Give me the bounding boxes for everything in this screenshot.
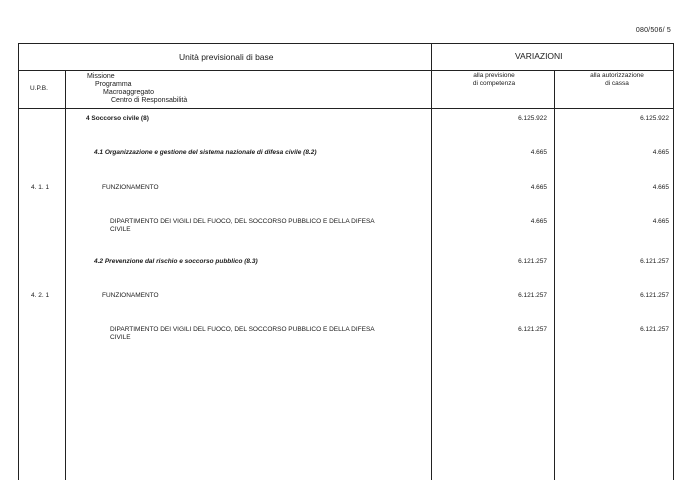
row-dipartimento-1-line2: CIVILE	[110, 226, 131, 233]
page-reference: 080/506/ 5	[635, 27, 671, 34]
header-hier-programma: Programma	[95, 81, 132, 88]
row-funzionamento-2-competenza: 6.121.257	[518, 292, 547, 299]
row-missione-cassa: 6.125.922	[640, 115, 669, 122]
row-upb-421: 4. 2. 1	[31, 292, 50, 299]
header-hier-missione: Missione	[87, 73, 115, 80]
header-competenza-line2: di competenza	[472, 80, 516, 87]
row-dipartimento-2-line1: DIPARTIMENTO DEI VIGILI DEL FUOCO, DEL SOCCORSO PUBBLICO E DELLA DIFESA	[110, 326, 375, 333]
header-cassa-line2: di cassa	[605, 80, 629, 87]
col-divider-variazioni	[431, 44, 432, 480]
row-dipartimento-2-line2: CIVILE	[110, 334, 131, 341]
header-title-variazioni: VARIAZIONI	[515, 51, 563, 61]
row-programma-1-competenza: 4.665	[530, 149, 547, 156]
row-programma-1-cassa: 4.665	[652, 149, 669, 156]
row-dipartimento-1-line1: DIPARTIMENTO DEI VIGILI DEL FUOCO, DEL SOCCORSO PUBBLICO E DELLA DIFESA	[110, 218, 375, 225]
row-dipartimento-1-desc	[110, 218, 375, 234]
header-hier-macroaggregato: Macroaggregato	[103, 89, 154, 96]
row-dipartimento-2-competenza: 6.121.257	[518, 326, 547, 333]
header-divider	[19, 70, 673, 71]
row-programma-2-desc: 4.2 Prevenzione dal rischio e soccorso pubblico (8.3)	[94, 258, 258, 265]
header-upb: U.P.B.	[30, 85, 48, 92]
budget-table	[18, 43, 674, 480]
row-programma-2-competenza: 6.121.257	[518, 258, 547, 265]
row-funzionamento-1-cassa: 4.665	[652, 184, 669, 191]
header-bottom-line	[19, 108, 673, 109]
row-programma-1-desc: 4.1 Organizzazione e gestione del sistema nazionale di difesa civile (8.2)	[94, 149, 317, 156]
header-competenza	[439, 72, 549, 88]
col-divider-upb	[65, 71, 66, 480]
header-cassa	[562, 72, 672, 88]
header-cassa-line1: alla autorizzazione	[590, 72, 644, 79]
col-divider-cassa	[554, 71, 555, 480]
row-funzionamento-1-desc: FUNZIONAMENTO	[102, 184, 159, 191]
row-funzionamento-2-cassa: 6.121.257	[640, 292, 669, 299]
row-funzionamento-1-competenza: 4.665	[530, 184, 547, 191]
row-funzionamento-2-desc: FUNZIONAMENTO	[102, 292, 159, 299]
row-dipartimento-2-cassa: 6.121.257	[640, 326, 669, 333]
row-dipartimento-2-desc	[110, 326, 375, 342]
header-title-unita: Unità previsionali di base	[179, 52, 274, 62]
row-missione-desc: 4 Soccorso civile (8)	[86, 115, 149, 122]
row-dipartimento-1-competenza: 4.665	[530, 218, 547, 225]
row-dipartimento-1-cassa: 4.665	[652, 218, 669, 225]
header-hier-centro: Centro di Responsabilità	[111, 97, 188, 104]
row-missione-competenza: 6.125.922	[518, 115, 547, 122]
row-upb-411: 4. 1. 1	[31, 184, 50, 191]
row-programma-2-cassa: 6.121.257	[640, 258, 669, 265]
header-competenza-line1: alla previsione	[473, 72, 515, 79]
